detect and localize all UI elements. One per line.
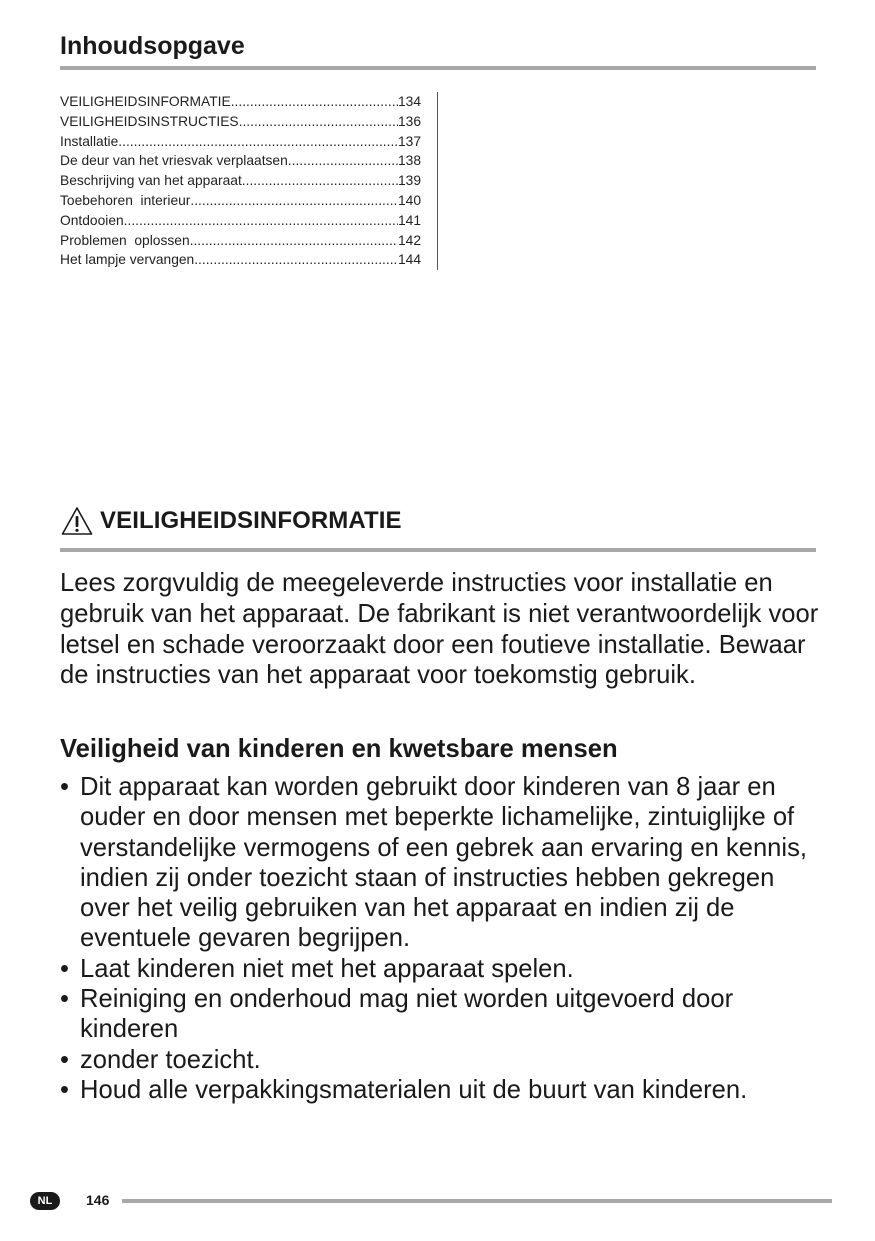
toc-entry[interactable] [60, 132, 421, 152]
toc-leader-dots [231, 92, 398, 112]
toc-entry[interactable] [60, 211, 421, 231]
page-footer [30, 1190, 832, 1212]
list-item-text: Reiniging en onderhoud mag niet worden uitgevoerd door kinderen [80, 985, 734, 1044]
toc-entry[interactable] [60, 92, 421, 112]
section-title: VEILIGHEIDSINFORMATIE [100, 507, 402, 534]
toc-leader-dots [288, 151, 398, 171]
toc-title: Inhoudsopgave [60, 32, 245, 60]
toc-entry-label: Toebehoren interieur [60, 192, 191, 208]
toc-entry-label: Problemen oplossen [60, 232, 190, 248]
toc-entry[interactable] [60, 151, 421, 171]
toc-entry[interactable] [60, 112, 421, 132]
toc-entry-page: 144 [397, 252, 421, 268]
list-item-text: Houd alle verpakkingsmaterialen uit de buurt van kinderen. [80, 1075, 748, 1104]
list-item [60, 984, 830, 1045]
toc-entry[interactable] [60, 191, 421, 211]
bullet-symbol: • [60, 1045, 69, 1074]
list-item [60, 772, 830, 954]
toc-leader-dots [118, 132, 398, 152]
toc-leader-dots [190, 191, 398, 211]
bullet-symbol: • [60, 985, 69, 1014]
toc-entry-page: 139 [397, 173, 421, 189]
list-item-text: Dit apparaat kan worden gebruikt door kinderen van 8 jaar en ouder en door mensen met beperkte lichamelijke, zintuiglijke of verstandelijke vermogens of een gebrek aan ervaring en kennis, indien zij onder toezicht staan of instructies hebben gekregen over het veilig gebruiken van het apparaat en indien zij de eventuele gevaren begrijpen. [80, 773, 808, 953]
list-item [60, 954, 830, 984]
toc-leader-dots [239, 112, 398, 132]
toc-entry-page: 141 [397, 212, 421, 228]
toc-entry-page: 134 [397, 94, 421, 109]
warning-triangle-icon [60, 505, 94, 537]
language-badge: NL [30, 1192, 60, 1210]
intro-paragraph: Lees zorgvuldig de meegeleverde instructies voor installatie en gebruik van het apparaat. De fabrikant is niet verantwoordelijk voor letsel en schade veroorzaakt door een foutieve installatie. Bewaar de instructies van het apparaat voor toekomstig gebruik. [60, 569, 819, 690]
toc-entry-page: 137 [397, 133, 421, 149]
toc-entry-label: Het lampje vervangen [60, 252, 195, 268]
bullet-symbol: • [60, 1075, 69, 1104]
toc-entry-page: 136 [397, 113, 421, 129]
toc-entry-page: 138 [397, 153, 421, 169]
toc-leader-dots [124, 211, 398, 231]
footer-rule [122, 1199, 832, 1203]
toc-entry-label: VEILIGHEIDSINFORMATIE [60, 94, 231, 109]
subsection-title: Veiligheid van kinderen en kwetsbare mensen [60, 735, 618, 763]
list-item-text: zonder toezicht. [80, 1045, 261, 1074]
toc-leader-dots [194, 250, 398, 270]
bullet-symbol: • [60, 773, 69, 801]
toc-leader-dots [242, 171, 398, 191]
list-item-text: Laat kinderen niet met het apparaat spelen. [80, 954, 574, 983]
page-number: 146 [86, 1192, 110, 1208]
toc-entry-page: 142 [397, 232, 421, 248]
toc-entry[interactable] [60, 231, 421, 251]
toc-entry-label: Installatie [60, 133, 119, 149]
toc-title-rule [60, 66, 816, 70]
toc-entry-label: Ontdooien [60, 212, 124, 228]
section-heading [60, 505, 402, 537]
safety-bullet-list [60, 772, 830, 1105]
toc-entry[interactable] [60, 171, 421, 191]
toc-entry-label: Beschrijving van het apparaat [60, 173, 242, 189]
list-item [60, 1045, 830, 1075]
list-item [60, 1075, 830, 1105]
toc-entry-label: VEILIGHEIDSINSTRUCTIES [60, 113, 239, 129]
table-of-contents [60, 92, 438, 270]
toc-entry-page: 140 [397, 192, 421, 208]
bullet-symbol: • [60, 954, 69, 983]
section-title-rule [60, 548, 816, 552]
toc-entry[interactable] [60, 250, 421, 270]
toc-entry-label: De deur van het vriesvak verplaatsen [60, 153, 288, 169]
toc-leader-dots [190, 231, 398, 251]
